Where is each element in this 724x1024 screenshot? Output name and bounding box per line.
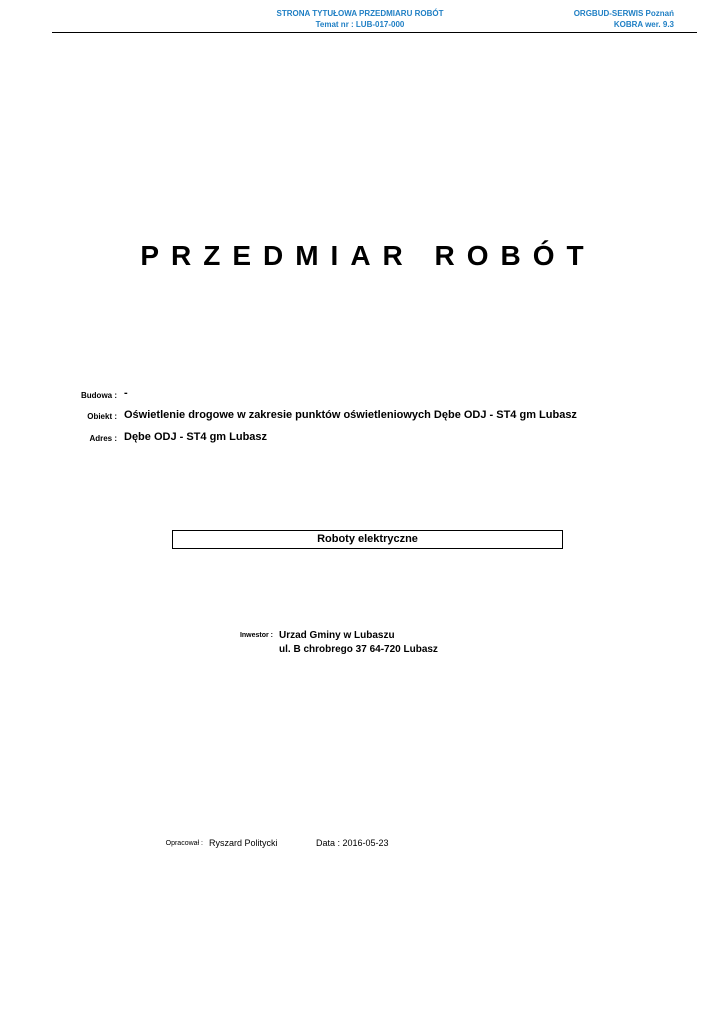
adres-label: Adres : (89, 434, 117, 443)
budowa-value: - (124, 387, 128, 399)
investor-address: ul. B chrobrego 37 64-720 Lubasz (279, 644, 438, 655)
header-divider (52, 32, 697, 33)
header-document-type: STRONA TYTUŁOWA PRZEDMIARU ROBÓT (276, 9, 444, 18)
header-center (240, 8, 480, 30)
header-topic-number: Temat nr : LUB-017-000 (315, 20, 405, 29)
prepared-by-name: Ryszard Politycki (209, 838, 278, 848)
adres-value: Dębe ODJ - ST4 gm Lubasz (124, 431, 268, 443)
investor-label: Inwestor : (239, 632, 273, 639)
obiekt-value: Oświetlenie drogowe w zakresie punktów oświetleniowych Dębe ODJ - ST4 gm Lubasz (124, 409, 577, 421)
work-category-box: Roboty elektryczne (172, 530, 563, 549)
budowa-label: Budowa : (81, 391, 117, 400)
prepared-date: Data : 2016-05-23 (316, 838, 389, 848)
prepared-by-label: Opracował : (165, 840, 203, 847)
page-title: PRZEDMIAR ROBÓT (140, 240, 596, 271)
obiekt-label: Obiekt : (87, 412, 117, 421)
header-right (520, 8, 674, 30)
header-company: ORGBUD-SERWIS Poznań (573, 9, 674, 18)
investor-name: Urzad Gminy w Lubaszu (279, 630, 395, 641)
header-software-version: KOBRA wer. 9.3 (613, 20, 674, 29)
